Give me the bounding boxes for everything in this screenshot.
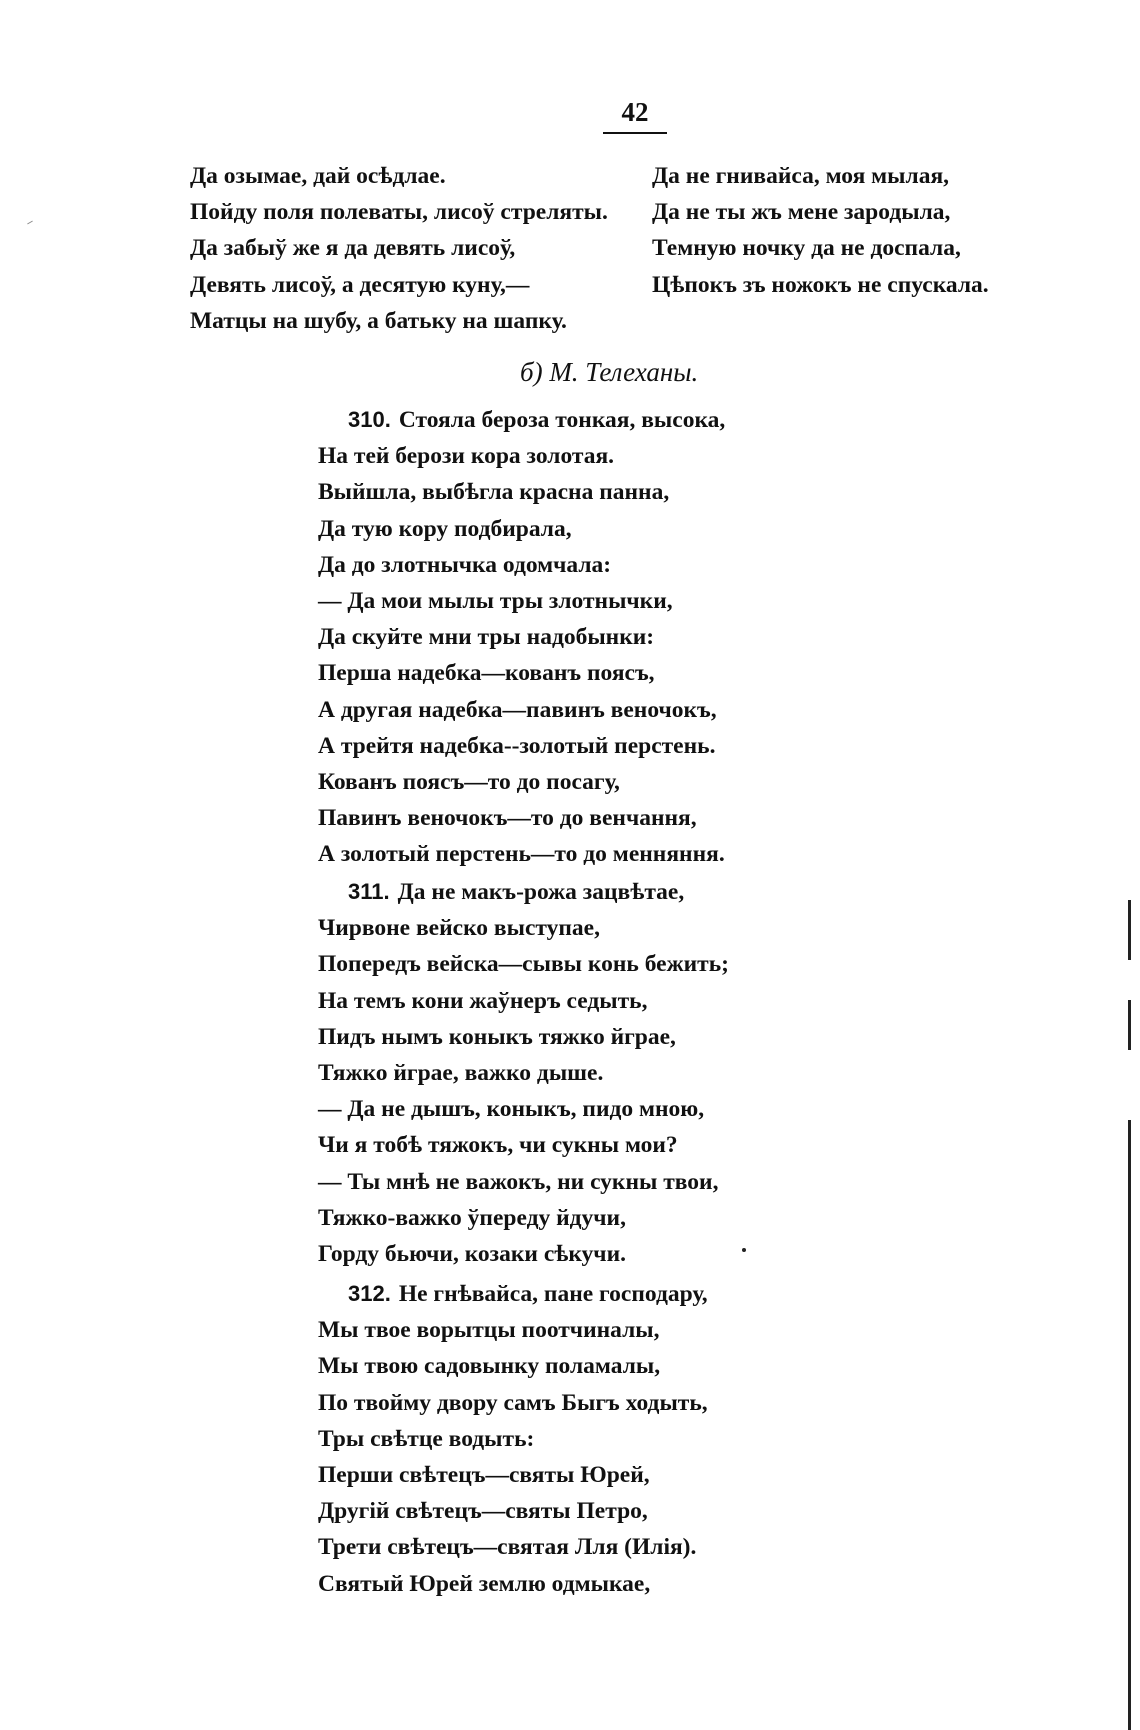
verse-line: Да забыў же я да девять лисоў, bbox=[190, 235, 516, 262]
section-heading: б) М. Телеханы. bbox=[520, 357, 699, 387]
verse-line: — Ты мнѣ не важокъ, ни сукны твои, bbox=[318, 1168, 719, 1195]
top-right-verse-column bbox=[652, 158, 989, 303]
scan-edge-mark bbox=[1128, 1000, 1131, 1050]
poem-310 bbox=[318, 402, 725, 872]
verse-line: Пидъ нымъ коныкъ тяжко йграе, bbox=[318, 1023, 676, 1050]
verse-line: Чирвоне вейско выступае, bbox=[318, 915, 600, 942]
margin-mark bbox=[27, 221, 33, 225]
poem-312 bbox=[318, 1276, 708, 1602]
verse-line: Да скуйте мни тры надобынки: bbox=[318, 624, 655, 651]
poem-number: 311. bbox=[348, 879, 390, 904]
poem-number: 312. bbox=[348, 1281, 391, 1306]
poem-number: 310. bbox=[348, 407, 391, 432]
poem-311 bbox=[318, 874, 729, 1272]
verse-line: Тяжко-важко ўпереду йдучи, bbox=[318, 1204, 626, 1231]
verse-line: Да тую кору подбирала, bbox=[318, 515, 572, 542]
page-number: 42 bbox=[621, 97, 649, 127]
verse-line: А трейтя надебка--золотый перстень. bbox=[318, 732, 716, 759]
page-number-underline bbox=[603, 132, 667, 134]
verse-line: Да не гнивайса, моя мылая, bbox=[652, 163, 950, 189]
verse-line: Выйшла, выбѣгла красна панна, bbox=[318, 479, 670, 506]
scan-edge-mark bbox=[1128, 900, 1131, 960]
verse-line: А золотый перстень—то до менняння. bbox=[318, 841, 725, 868]
verse-line: А другая надебка—павинъ веночокъ, bbox=[318, 696, 717, 723]
verse-line: Горду бьючи, козаки сѣкучи. bbox=[318, 1240, 626, 1267]
verse-line: Матцы на шубу, а батьку на шапку. bbox=[190, 307, 567, 334]
verse-line: Да не ты жъ мене зародыла, bbox=[652, 199, 951, 226]
verse-line: По твойму двору самъ Быгъ ходыть, bbox=[318, 1389, 708, 1416]
verse-line: — Да не дышъ, коныкъ, пидо мною, bbox=[318, 1096, 705, 1123]
verse-text: Стояла бероза тонкая, высока, bbox=[398, 407, 726, 433]
verse-line: Святый Юрей землю одмыкае, bbox=[318, 1570, 651, 1597]
verse-line: Кованъ поясъ—то до посагу, bbox=[318, 768, 620, 795]
verse-line: Цѣпокъ зъ ножокъ не спускала. bbox=[652, 271, 989, 298]
ink-speck bbox=[742, 1248, 746, 1252]
verse-line: Да до злотнычка одомчала: bbox=[318, 551, 612, 578]
verse-line: Мы твою садовынку поламалы, bbox=[318, 1353, 661, 1380]
verse-line: Тры свѣтце водыть: bbox=[318, 1425, 535, 1452]
verse-line: Чи я тобѣ тяжокъ, чи сукны мои? bbox=[318, 1132, 678, 1159]
verse-line: Мы твое ворытцы поотчиналы, bbox=[318, 1317, 660, 1344]
verse-line: Тяжко йграе, важко дыше. bbox=[318, 1059, 604, 1086]
verse-line: Павинъ веночокъ—то до венчання, bbox=[318, 805, 697, 832]
scan-edge-mark bbox=[1128, 1120, 1131, 1730]
verse-text: Не гнѣвайса, пане господару, bbox=[398, 1281, 708, 1307]
verse-line: Перши свѣтецъ—святы Юрей, bbox=[318, 1461, 650, 1488]
verse-line: На тей берози кора золотая. bbox=[318, 443, 615, 470]
verse-line: — Да мои мылы тры злотнычки, bbox=[318, 587, 673, 614]
verse-line: Попередъ вейска—сывы конь бежить; bbox=[318, 951, 729, 978]
verse-line bbox=[318, 874, 729, 910]
verse-text: Да не макъ-рожа зацвѣтае, bbox=[397, 879, 685, 905]
top-left-verse-column bbox=[190, 158, 608, 339]
verse-line: Да озымае, дай осѣдлае. bbox=[190, 163, 446, 189]
verse-line: Девять лисоў, а десятую куну,— bbox=[190, 271, 530, 298]
verse-line: Темную ночку да не доспала, bbox=[652, 235, 961, 262]
verse-line: Пойду поля полеваты, лисоў стреляты. bbox=[190, 199, 608, 226]
verse-line: На темъ кони жаўнеръ седыть, bbox=[318, 987, 648, 1014]
verse-line: Трети свѣтецъ—святая Лля (Илія). bbox=[318, 1534, 697, 1561]
verse-line bbox=[318, 402, 725, 438]
verse-line: Другій свѣтецъ—святы Петро, bbox=[318, 1498, 648, 1525]
verse-line bbox=[318, 1276, 708, 1312]
verse-line: Перша надебка—кованъ поясъ, bbox=[318, 660, 655, 687]
